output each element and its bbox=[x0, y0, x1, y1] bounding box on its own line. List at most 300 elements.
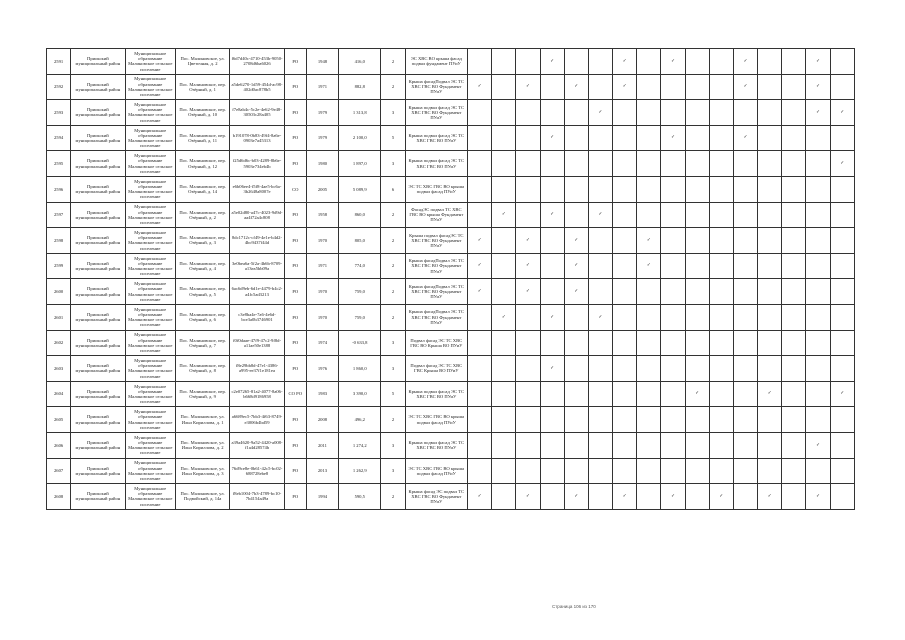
empty-check-cell bbox=[782, 407, 806, 433]
area-cell: 1 313,8 bbox=[339, 100, 381, 126]
empty-check-cell bbox=[516, 151, 540, 177]
area-cell: 774,0 bbox=[339, 253, 381, 279]
guid-cell: f8e29bb8d-47e1-4386-a995-ee37f1e181ea bbox=[230, 356, 284, 382]
wall-material-cell: РО bbox=[284, 100, 306, 126]
year-cell: 1970 bbox=[306, 279, 338, 305]
address-cell: Пос. Малиновское, ул. Ильи Кириллова, д. 2 bbox=[175, 432, 229, 458]
table-row bbox=[47, 356, 855, 382]
empty-check-cell bbox=[540, 228, 564, 254]
empty-check-cell bbox=[613, 356, 637, 382]
checkmark-icon: ✓ bbox=[758, 381, 782, 407]
empty-check-cell bbox=[709, 304, 733, 330]
empty-check-cell bbox=[830, 484, 854, 510]
year-cell: 1983 bbox=[306, 381, 338, 407]
checkmark-icon: ✓ bbox=[468, 279, 492, 305]
checkmark-icon: ✓ bbox=[540, 49, 564, 75]
wall-material-cell: РО bbox=[284, 279, 306, 305]
empty-check-cell bbox=[588, 381, 612, 407]
empty-check-cell bbox=[588, 432, 612, 458]
address-cell: Пос. Малиновское, пер. Озёрный, д. 4 bbox=[175, 253, 229, 279]
empty-check-cell bbox=[806, 458, 830, 484]
guid-cell: f25d6d6c-b03-4289-8b6e-5903e734eb4b bbox=[230, 151, 284, 177]
empty-check-cell bbox=[564, 176, 588, 202]
empty-check-cell bbox=[709, 458, 733, 484]
address-cell: Пос. Малиновское, ул. Цветочная, д. 2 bbox=[175, 49, 229, 75]
empty-check-cell bbox=[806, 228, 830, 254]
empty-check-cell bbox=[685, 432, 709, 458]
empty-check-cell bbox=[685, 458, 709, 484]
empty-check-cell bbox=[733, 330, 757, 356]
empty-check-cell bbox=[733, 458, 757, 484]
year-cell: 1958 bbox=[306, 202, 338, 228]
table-row bbox=[47, 484, 855, 510]
empty-check-cell bbox=[540, 279, 564, 305]
row-number: 2594 bbox=[47, 125, 71, 151]
empty-check-cell bbox=[830, 228, 854, 254]
wall-material-cell: РО bbox=[284, 228, 306, 254]
empty-check-cell bbox=[661, 74, 685, 100]
address-cell: Пос. Малиновское, пер. Озёрный, д. 5 bbox=[175, 279, 229, 305]
empty-check-cell bbox=[540, 100, 564, 126]
empty-check-cell bbox=[588, 176, 612, 202]
empty-check-cell bbox=[685, 253, 709, 279]
year-cell: 2013 bbox=[306, 458, 338, 484]
works-cell: Крыша подвал фасад ЭС ТС ХВС ГВС ВО ПУиУ bbox=[405, 151, 467, 177]
district-cell: Приокский муниципальный район bbox=[71, 49, 125, 75]
empty-check-cell bbox=[782, 356, 806, 382]
checkmark-icon: ✓ bbox=[637, 253, 661, 279]
table-row bbox=[47, 330, 855, 356]
works-cell: Крыша фасад ЭС подвал ТС ХВС ГВС ВО Фундамент ПУиУ bbox=[405, 484, 467, 510]
empty-check-cell bbox=[661, 356, 685, 382]
year-cell: 1979 bbox=[306, 125, 338, 151]
area-cell: 5 089,9 bbox=[339, 176, 381, 202]
municipality-cell: Муниципальное образование Малиновское сельское поселение bbox=[125, 202, 175, 228]
empty-check-cell bbox=[758, 74, 782, 100]
checkmark-icon: ✓ bbox=[468, 74, 492, 100]
empty-check-cell bbox=[782, 279, 806, 305]
empty-check-cell bbox=[685, 228, 709, 254]
municipality-cell: Муниципальное образование Малиновское сельское поселение bbox=[125, 484, 175, 510]
empty-check-cell bbox=[661, 407, 685, 433]
empty-check-cell bbox=[709, 151, 733, 177]
empty-check-cell bbox=[661, 228, 685, 254]
area-cell: 805,0 bbox=[339, 228, 381, 254]
checkmark-icon: ✓ bbox=[588, 304, 612, 330]
checkmark-icon: ✓ bbox=[564, 228, 588, 254]
floors-cell: 2 bbox=[381, 228, 405, 254]
empty-check-cell bbox=[492, 484, 516, 510]
empty-check-cell bbox=[588, 458, 612, 484]
empty-check-cell bbox=[588, 151, 612, 177]
empty-check-cell bbox=[661, 176, 685, 202]
municipality-cell: Муниципальное образование Малиновское сельское поселение bbox=[125, 151, 175, 177]
empty-check-cell bbox=[468, 458, 492, 484]
floors-cell: 2 bbox=[381, 279, 405, 305]
year-cell: 1979 bbox=[306, 100, 338, 126]
floors-cell: 2 bbox=[381, 49, 405, 75]
floors-cell: 2 bbox=[381, 304, 405, 330]
wall-material-cell: РО bbox=[284, 151, 306, 177]
empty-check-cell bbox=[540, 151, 564, 177]
empty-check-cell bbox=[709, 228, 733, 254]
empty-check-cell bbox=[588, 253, 612, 279]
empty-check-cell bbox=[661, 330, 685, 356]
area-cell: 3 390,0 bbox=[339, 381, 381, 407]
empty-check-cell bbox=[564, 125, 588, 151]
empty-check-cell bbox=[661, 432, 685, 458]
guid-cell: f6d7d40c-4710-453b-9050-2708d6ba6026 bbox=[230, 49, 284, 75]
table-row bbox=[47, 49, 855, 75]
district-cell: Приокский муниципальный район bbox=[71, 484, 125, 510]
guid-cell: f0f0daae-47f9-47c2-9f8d-a11ae50e1388 bbox=[230, 330, 284, 356]
guid-cell: 6ac6d9eb-6d1e-4479-b4c2-a4fc5ad3213 bbox=[230, 279, 284, 305]
empty-check-cell bbox=[709, 356, 733, 382]
empty-check-cell bbox=[468, 356, 492, 382]
empty-check-cell bbox=[806, 304, 830, 330]
floors-cell: 2 bbox=[381, 74, 405, 100]
checkmark-icon: ✓ bbox=[468, 228, 492, 254]
empty-check-cell bbox=[516, 176, 540, 202]
empty-check-cell bbox=[830, 356, 854, 382]
empty-check-cell bbox=[733, 176, 757, 202]
empty-check-cell bbox=[709, 253, 733, 279]
district-cell: Приокский муниципальный район bbox=[71, 253, 125, 279]
district-cell: Приокский муниципальный район bbox=[71, 407, 125, 433]
municipality-cell: Муниципальное образование Малиновское сельское поселение bbox=[125, 330, 175, 356]
checkmark-icon: ✓ bbox=[685, 381, 709, 407]
empty-check-cell bbox=[685, 176, 709, 202]
guid-cell: b191078-0b83-49f4-8a6e-0903e7a45313 bbox=[230, 125, 284, 151]
empty-check-cell bbox=[782, 202, 806, 228]
year-cell: 2011 bbox=[306, 432, 338, 458]
empty-check-cell bbox=[492, 432, 516, 458]
empty-check-cell bbox=[540, 74, 564, 100]
area-cell: 759,0 bbox=[339, 279, 381, 305]
empty-check-cell bbox=[540, 484, 564, 510]
empty-check-cell bbox=[661, 100, 685, 126]
empty-check-cell bbox=[588, 279, 612, 305]
empty-check-cell bbox=[588, 407, 612, 433]
empty-check-cell bbox=[733, 253, 757, 279]
district-cell: Приокский муниципальный район bbox=[71, 74, 125, 100]
table-row bbox=[47, 202, 855, 228]
empty-check-cell bbox=[468, 100, 492, 126]
wall-material-cell: СО РО bbox=[284, 381, 306, 407]
empty-check-cell bbox=[758, 432, 782, 458]
row-number: 2602 bbox=[47, 330, 71, 356]
checkmark-icon: ✓ bbox=[830, 100, 854, 126]
address-cell: Пос. Малиновское, пер. Озёрный, д. 11 bbox=[175, 125, 229, 151]
empty-check-cell bbox=[564, 458, 588, 484]
municipality-cell: Муниципальное образование Малиновское сельское поселение bbox=[125, 49, 175, 75]
empty-check-cell bbox=[830, 49, 854, 75]
empty-check-cell bbox=[685, 407, 709, 433]
empty-check-cell bbox=[806, 253, 830, 279]
floors-cell: 2 bbox=[381, 202, 405, 228]
works-cell: Крыша подвал фасад ЭС ТС ХВС ГВС ВО ПУиУ bbox=[405, 381, 467, 407]
empty-check-cell bbox=[516, 432, 540, 458]
empty-check-cell bbox=[516, 304, 540, 330]
empty-check-cell bbox=[758, 228, 782, 254]
empty-check-cell bbox=[806, 330, 830, 356]
empty-check-cell bbox=[468, 330, 492, 356]
area-cell: 1 897,0 bbox=[339, 151, 381, 177]
empty-check-cell bbox=[709, 330, 733, 356]
empty-check-cell bbox=[806, 356, 830, 382]
empty-check-cell bbox=[733, 151, 757, 177]
empty-check-cell bbox=[613, 125, 637, 151]
empty-check-cell bbox=[806, 176, 830, 202]
empty-check-cell bbox=[758, 304, 782, 330]
checkmark-icon: ✓ bbox=[588, 202, 612, 228]
district-cell: Приокский муниципальный район bbox=[71, 279, 125, 305]
empty-check-cell bbox=[564, 49, 588, 75]
empty-check-cell bbox=[613, 151, 637, 177]
district-cell: Приокский муниципальный район bbox=[71, 381, 125, 407]
empty-check-cell bbox=[637, 202, 661, 228]
row-number: 2600 bbox=[47, 279, 71, 305]
empty-check-cell bbox=[492, 100, 516, 126]
empty-check-cell bbox=[685, 356, 709, 382]
wall-material-cell: РО bbox=[284, 484, 306, 510]
guid-cell: c3e8ba4e-7a6-4e6d-bce3a0b3746901 bbox=[230, 304, 284, 330]
empty-check-cell bbox=[733, 432, 757, 458]
guid-cell: f8eb1004-7b3-4789-bc10-7b4154a49a bbox=[230, 484, 284, 510]
empty-check-cell bbox=[830, 202, 854, 228]
empty-check-cell bbox=[709, 176, 733, 202]
wall-material-cell: РО bbox=[284, 125, 306, 151]
checkmark-icon: ✓ bbox=[806, 484, 830, 510]
empty-check-cell bbox=[516, 49, 540, 75]
area-cell: 860,0 bbox=[339, 202, 381, 228]
works-cell: Крыша подвал фасадЭС ТС ХВС ГВС ВО Фундамент ПУиУ bbox=[405, 228, 467, 254]
works-cell: ЭС ХВС ВО крыша фасад подвал фундамент ПУиУ bbox=[405, 49, 467, 75]
empty-check-cell bbox=[516, 356, 540, 382]
checkmark-icon: ✓ bbox=[492, 304, 516, 330]
municipality-cell: Муниципальное образование Малиновское сельское поселение bbox=[125, 176, 175, 202]
empty-check-cell bbox=[709, 49, 733, 75]
checkmark-icon: ✓ bbox=[661, 125, 685, 151]
district-cell: Приокский муниципальный район bbox=[71, 432, 125, 458]
checkmark-icon: ✓ bbox=[516, 253, 540, 279]
empty-check-cell bbox=[613, 407, 637, 433]
empty-check-cell bbox=[709, 202, 733, 228]
checkmark-icon: ✓ bbox=[733, 74, 757, 100]
checkmark-icon: ✓ bbox=[468, 484, 492, 510]
empty-check-cell bbox=[709, 125, 733, 151]
year-cell: 1971 bbox=[306, 253, 338, 279]
empty-check-cell bbox=[516, 458, 540, 484]
empty-check-cell bbox=[782, 100, 806, 126]
empty-check-cell bbox=[830, 253, 854, 279]
empty-check-cell bbox=[492, 330, 516, 356]
row-number: 2601 bbox=[47, 304, 71, 330]
works-cell: Крыша фасадПодвал ЭС ТС ХВС ГВС ВО Фундамент ПУиУ bbox=[405, 279, 467, 305]
empty-check-cell bbox=[758, 202, 782, 228]
address-cell: Пос. Малиновское, ул. Подвойский, д. 14а bbox=[175, 484, 229, 510]
wall-material-cell: РО bbox=[284, 432, 306, 458]
empty-check-cell bbox=[588, 356, 612, 382]
checkmark-icon: ✓ bbox=[564, 74, 588, 100]
year-cell: 1970 bbox=[306, 228, 338, 254]
empty-check-cell bbox=[564, 304, 588, 330]
municipality-cell: Муниципальное образование Малиновское сельское поселение bbox=[125, 279, 175, 305]
checkmark-icon: ✓ bbox=[806, 74, 830, 100]
guid-cell: 8dc1712c-cf49-4e1e-b4d2-4bc9437f44d bbox=[230, 228, 284, 254]
municipality-cell: Муниципальное образование Малиновское сельское поселение bbox=[125, 253, 175, 279]
empty-check-cell bbox=[637, 125, 661, 151]
floors-cell: 6 bbox=[381, 176, 405, 202]
empty-check-cell bbox=[782, 484, 806, 510]
empty-check-cell bbox=[806, 125, 830, 151]
area-cell: 416,0 bbox=[339, 49, 381, 75]
empty-check-cell bbox=[661, 458, 685, 484]
empty-check-cell bbox=[733, 228, 757, 254]
table-row bbox=[47, 407, 855, 433]
empty-check-cell bbox=[492, 356, 516, 382]
empty-check-cell bbox=[685, 484, 709, 510]
address-cell: Пос. Малиновское, пер. Озёрный, д. 9 bbox=[175, 381, 229, 407]
empty-check-cell bbox=[492, 458, 516, 484]
table-row bbox=[47, 151, 855, 177]
empty-check-cell bbox=[564, 356, 588, 382]
guid-cell: a6689ec5-7bb3-4f63-8749-e3006b4bd59 bbox=[230, 407, 284, 433]
guid-cell: a39a4620-9a52-4420-a008-f1a4d28574b bbox=[230, 432, 284, 458]
district-cell: Приокский муниципальный район bbox=[71, 304, 125, 330]
empty-check-cell bbox=[540, 407, 564, 433]
empty-check-cell bbox=[806, 407, 830, 433]
empty-check-cell bbox=[782, 458, 806, 484]
empty-check-cell bbox=[492, 125, 516, 151]
floors-cell: 3 bbox=[381, 356, 405, 382]
wall-material-cell: РО bbox=[284, 74, 306, 100]
empty-check-cell bbox=[613, 202, 637, 228]
municipality-cell: Муниципальное образование Малиновское сельское поселение bbox=[125, 407, 175, 433]
empty-check-cell bbox=[637, 100, 661, 126]
works-cell: ЭС ТС ХВС ГВС ВО крыша подвал фасад ПУиУ bbox=[405, 407, 467, 433]
empty-check-cell bbox=[468, 125, 492, 151]
empty-check-cell bbox=[637, 74, 661, 100]
checkmark-icon: ✓ bbox=[613, 484, 637, 510]
empty-check-cell bbox=[540, 381, 564, 407]
empty-check-cell bbox=[782, 176, 806, 202]
table-row bbox=[47, 381, 855, 407]
floors-cell: 5 bbox=[381, 381, 405, 407]
guid-cell: e6b06ee4-f5f8-4ae5-bc6a-3b2648a8007e bbox=[230, 176, 284, 202]
checkmark-icon: ✓ bbox=[564, 279, 588, 305]
empty-check-cell bbox=[758, 356, 782, 382]
floors-cell: 3 bbox=[381, 151, 405, 177]
checkmark-icon: ✓ bbox=[806, 100, 830, 126]
empty-check-cell bbox=[613, 176, 637, 202]
empty-check-cell bbox=[661, 151, 685, 177]
checkmark-icon: ✓ bbox=[758, 484, 782, 510]
table-row bbox=[47, 458, 855, 484]
address-cell: Пос. Малиновское, пер. Озёрный, д. 8 bbox=[175, 356, 229, 382]
guid-cell: 76d9ce8e-0b61-42c5-bc02-688728ebe8 bbox=[230, 458, 284, 484]
checkmark-icon: ✓ bbox=[613, 49, 637, 75]
municipality-cell: Муниципальное образование Малиновское сельское поселение bbox=[125, 228, 175, 254]
row-number: 2605 bbox=[47, 407, 71, 433]
checkmark-icon: ✓ bbox=[613, 74, 637, 100]
empty-check-cell bbox=[468, 176, 492, 202]
checkmark-icon: ✓ bbox=[733, 49, 757, 75]
row-number: 2599 bbox=[47, 253, 71, 279]
register-sheet bbox=[46, 48, 855, 510]
address-cell: Пос. Малиновское, ул. Ильи Кириллова, д. 3 bbox=[175, 458, 229, 484]
row-number: 2591 bbox=[47, 49, 71, 75]
empty-check-cell bbox=[492, 381, 516, 407]
empty-check-cell bbox=[830, 304, 854, 330]
empty-check-cell bbox=[782, 125, 806, 151]
checkmark-icon: ✓ bbox=[516, 484, 540, 510]
checkmark-icon: ✓ bbox=[661, 49, 685, 75]
empty-check-cell bbox=[758, 330, 782, 356]
checkmark-icon: ✓ bbox=[830, 151, 854, 177]
empty-check-cell bbox=[758, 458, 782, 484]
empty-check-cell bbox=[516, 330, 540, 356]
empty-check-cell bbox=[468, 381, 492, 407]
works-cell: Крыша подвал фасад ЭС ТС ХВС ГВС ВО Фундамент ПУиУ bbox=[405, 100, 467, 126]
empty-check-cell bbox=[782, 228, 806, 254]
empty-check-cell bbox=[468, 432, 492, 458]
year-cell: 1948 bbox=[306, 49, 338, 75]
empty-check-cell bbox=[830, 125, 854, 151]
address-cell: Пос. Малиновское, пер. Озёрный, д. 2 bbox=[175, 202, 229, 228]
empty-check-cell bbox=[492, 151, 516, 177]
empty-check-cell bbox=[564, 432, 588, 458]
address-cell: Пос. Малиновское, пер. Озёрный, д. 14 bbox=[175, 176, 229, 202]
empty-check-cell bbox=[661, 304, 685, 330]
empty-check-cell bbox=[564, 407, 588, 433]
checkmark-icon: ✓ bbox=[468, 253, 492, 279]
empty-check-cell bbox=[588, 330, 612, 356]
empty-check-cell bbox=[830, 458, 854, 484]
municipality-cell: Муниципальное образование Малиновское сельское поселение bbox=[125, 458, 175, 484]
empty-check-cell bbox=[637, 151, 661, 177]
row-number: 2603 bbox=[47, 356, 71, 382]
works-cell: ФасадЭС подвал ТС ХВС ГВС ВО крыша Фундамент ПУиУ bbox=[405, 202, 467, 228]
address-cell: Пос. Малиновское, пер. Озёрный, д. 6 bbox=[175, 304, 229, 330]
works-cell: Подвал фасад ЭС ТС ХВС ГВС ВО Крыша ВО ПУиУ bbox=[405, 330, 467, 356]
page-footer: Страница 106 из 170 bbox=[552, 604, 596, 609]
floors-cell: 3 bbox=[381, 458, 405, 484]
address-cell: Пос. Малиновское, пер. Озёрный, д. 10 bbox=[175, 100, 229, 126]
works-cell: ЭС ТС ХВС ГВС ВО крыша подвал фасад ПУиУ bbox=[405, 458, 467, 484]
year-cell: 1980 bbox=[306, 151, 338, 177]
empty-check-cell bbox=[806, 202, 830, 228]
empty-check-cell bbox=[733, 304, 757, 330]
checkmark-icon: ✓ bbox=[830, 381, 854, 407]
area-cell: 882,8 bbox=[339, 74, 381, 100]
row-number: 2608 bbox=[47, 484, 71, 510]
row-number: 2593 bbox=[47, 100, 71, 126]
empty-check-cell bbox=[685, 202, 709, 228]
empty-check-cell bbox=[733, 484, 757, 510]
empty-check-cell bbox=[637, 279, 661, 305]
floors-cell: 2 bbox=[381, 484, 405, 510]
empty-check-cell bbox=[733, 100, 757, 126]
empty-check-cell bbox=[613, 228, 637, 254]
empty-check-cell bbox=[806, 151, 830, 177]
empty-check-cell bbox=[758, 253, 782, 279]
empty-check-cell bbox=[782, 381, 806, 407]
empty-check-cell bbox=[685, 279, 709, 305]
empty-check-cell bbox=[516, 100, 540, 126]
table-row bbox=[47, 176, 855, 202]
district-cell: Приокский муниципальный район bbox=[71, 356, 125, 382]
